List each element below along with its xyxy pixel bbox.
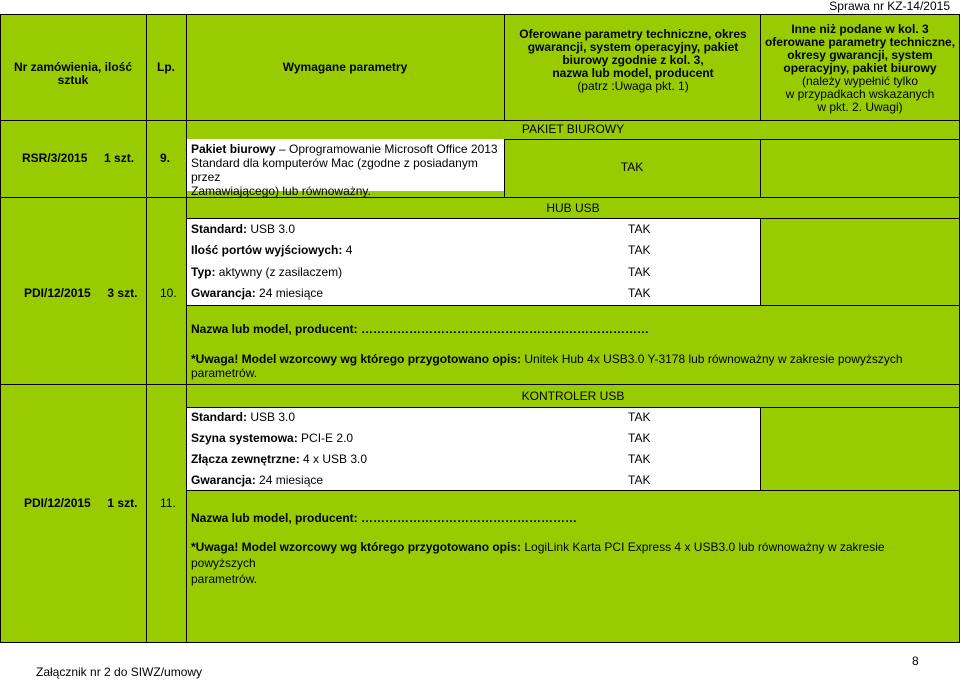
rule: [0, 14, 960, 15]
header-offered-line: Oferowane parametry techniczne, okres: [519, 27, 747, 41]
rule: [146, 14, 147, 642]
rule: [760, 407, 761, 490]
section3-name-label: Nazwa lub model, producent: ………………………………………………: [191, 511, 578, 525]
section1-desc-bold: Pakiet biurowy: [191, 142, 276, 156]
param-value: USB 3.0: [247, 410, 296, 424]
note-prefix: *Uwaga! Model wzorcowy wg którego przygotowano opis:: [191, 352, 522, 366]
note-rest: Unitek Hub 4x USB3.0 Y-3178 lub równoważny w zakresie powyższych parametrów.: [191, 352, 903, 380]
param-label: Standard:: [191, 410, 248, 424]
param-value: 24 miesiące: [255, 473, 324, 487]
rule: [186, 305, 960, 306]
section2-note: [191, 352, 960, 380]
param-label: Szyna systemowa:: [191, 431, 298, 445]
section3-param-tak: TAK: [628, 452, 651, 466]
header-other-line: w przypadkach wskazanych: [785, 87, 935, 101]
rule: [504, 139, 960, 140]
section1-value: TAK: [620, 160, 644, 174]
param-value: 4: [342, 243, 353, 257]
section3-param-row: [191, 431, 353, 445]
header-offered-line: nazwa lub model, producent: [552, 66, 714, 80]
header-other-line: operacyjny, pakiet biurowy: [783, 61, 937, 75]
page-number: 8: [912, 654, 919, 668]
report-reference: Sprawa nr KZ-14/2015: [829, 0, 950, 13]
note-rest: LogiLink Karta PCI Express 4 x USB3.0 lub równoważny w zakresie powyższych: [191, 540, 885, 570]
section1-desc-line: Standard dla komputerów Mac (zgodne z posiadanym przez: [191, 156, 478, 184]
section3-title: KONTROLER USB: [521, 389, 625, 403]
param-value: aktywny (z zasilaczem): [215, 265, 343, 279]
section2-param-tak: TAK: [628, 265, 651, 279]
rule: [0, 120, 960, 121]
section3-note: [191, 539, 951, 587]
section2-param-row: [191, 265, 342, 279]
note-prefix: *Uwaga! Model wzorcowy wg którego przygotowano opis:: [191, 540, 522, 554]
section2-lp: 10.: [160, 286, 177, 300]
section3-param-row: [191, 410, 295, 424]
header-offered-line: gwarancji, system operacyjny, pakiet: [527, 40, 739, 54]
rule: [186, 218, 960, 219]
header-other-line: Inne niż podane w kol. 3: [791, 22, 929, 36]
rule: [186, 490, 960, 491]
section1-description: [191, 142, 503, 198]
header-other-column: [761, 23, 959, 114]
header-order-column: Nr zamówienia, ilość sztuk: [13, 60, 133, 87]
section3-order: PDI/12/2015 1 szt.: [24, 496, 138, 510]
section2-param-tak: TAK: [628, 222, 651, 236]
section1-order: RSR/3/2015 1 szt.: [22, 151, 135, 165]
section2-title: HUB USB: [546, 201, 600, 215]
param-value: USB 3.0: [247, 222, 296, 236]
section2-name-label: Nazwa lub model, producent: ………………………………………………………………: [191, 322, 650, 336]
rule: [760, 139, 761, 197]
section3-right-background: [760, 407, 960, 490]
section3-left-background: [0, 384, 186, 642]
param-value: 4 x USB 3.0: [299, 452, 368, 466]
param-label: Złącza zewnętrzne:: [191, 452, 300, 466]
section1-lp: 9.: [160, 151, 171, 165]
section1-desc-line: Zamawiającego) lub równoważny.: [191, 184, 371, 198]
rule: [504, 14, 505, 120]
footer-left: Załącznik nr 2 do SIWZ/umowy: [36, 665, 203, 679]
section1-desc-rest: – Oprogramowanie Microsoft Office 2013: [275, 142, 498, 156]
param-label: Standard:: [191, 222, 248, 236]
section3-param-tak: TAK: [628, 410, 651, 424]
section2-param-row: [191, 243, 352, 257]
rule: [0, 384, 960, 385]
param-value: PCI-E 2.0: [297, 431, 354, 445]
section2-order: PDI/12/2015 3 szt.: [24, 286, 138, 300]
rule: [0, 14, 1, 642]
param-value: 24 miesiące: [255, 286, 324, 300]
section3-param-tak: TAK: [628, 431, 651, 445]
section3-param-tak: TAK: [628, 473, 651, 487]
note-line: parametrów.: [191, 572, 258, 586]
section2-right-background: [760, 218, 960, 305]
section2-param-tak: TAK: [628, 286, 651, 300]
param-label: Gwarancja:: [191, 286, 256, 300]
rule: [0, 642, 960, 643]
rule: [186, 14, 187, 642]
header-other-line: oferowane parametry techniczne,: [764, 35, 956, 49]
section1-title: PAKIET BIUROWY: [521, 122, 625, 136]
param-label: Ilość portów wyjściowych:: [191, 243, 343, 257]
header-lp-column: Lp.: [157, 60, 175, 74]
header-required-column: Wymagane parametry: [282, 60, 408, 74]
rule: [186, 407, 960, 408]
param-label: Typ:: [191, 265, 216, 279]
header-offered-line: biurowy zgodnie z kol. 3,: [562, 53, 704, 67]
section3-lp: 11.: [160, 496, 176, 510]
section2-param-row: [191, 286, 323, 300]
header-offered-column: [506, 28, 760, 93]
header-other-line: okresy gwarancji, system: [787, 48, 933, 62]
section2-param-tak: TAK: [628, 243, 651, 257]
header-offered-line: (patrz :Uwaga pkt. 1): [577, 79, 689, 93]
header-other-line: w pkt. 2. Uwagi): [817, 100, 903, 114]
section3-param-row: [191, 473, 323, 487]
header-other-line: (należy wypełnić tylko: [801, 74, 919, 88]
section2-param-row: [191, 222, 295, 236]
rule: [760, 218, 761, 305]
param-label: Gwarancja:: [191, 473, 256, 487]
section3-param-row: [191, 452, 367, 466]
